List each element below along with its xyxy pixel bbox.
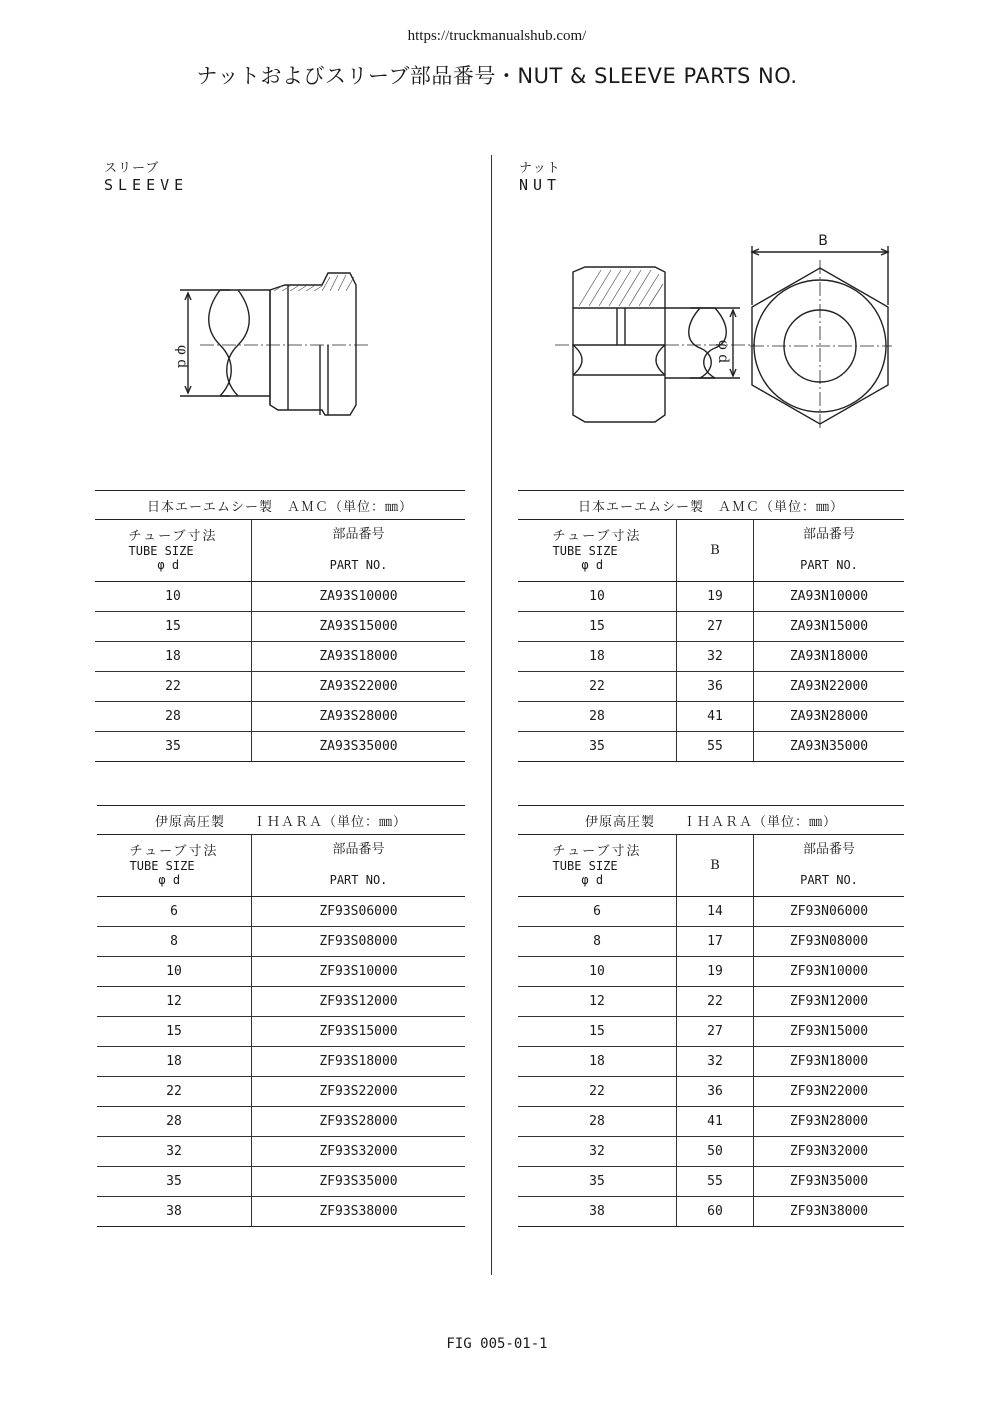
table-row: [518, 1107, 904, 1137]
table-row: [95, 612, 465, 642]
cell-part-no: ZF93N08000: [754, 927, 905, 957]
sleeve-dim-label: φ d: [174, 345, 190, 369]
cell-tube-size: 28: [95, 702, 252, 732]
cell-part-no: ZA93N28000: [754, 702, 905, 732]
table-row: [97, 1077, 465, 1107]
nut-heading: [519, 157, 561, 194]
sleeve-ihara-table: [97, 805, 465, 1227]
cell-tube-size: 35: [95, 732, 252, 762]
cell-b: 41: [677, 702, 754, 732]
table-row: [95, 732, 465, 762]
table-row: [97, 1017, 465, 1047]
cell-tube-size: 32: [97, 1137, 252, 1167]
cell-tube-size: 38: [518, 1197, 677, 1227]
sleeve-drawing: [160, 255, 380, 430]
cell-b: 36: [677, 1077, 754, 1107]
cell-part-no: ZF93S22000: [252, 1077, 466, 1107]
cell-b: 41: [677, 1107, 754, 1137]
table-row: [518, 1197, 904, 1227]
table-row: [95, 642, 465, 672]
cell-tube-size: 18: [518, 642, 677, 672]
header-part-no: 部品番号 PART NO.: [252, 835, 466, 897]
page-title: ナットおよびスリーブ部品番号・NUT & SLEEVE PARTS NO.: [196, 64, 798, 88]
cell-part-no: ZA93N22000: [754, 672, 905, 702]
header-tube-size: チューブ寸法 TUBE SIZE φ d: [95, 520, 252, 582]
cell-tube-size: 32: [518, 1137, 677, 1167]
cell-tube-size: 10: [518, 582, 677, 612]
center-divider: [491, 155, 492, 1275]
cell-b: 55: [677, 1167, 754, 1197]
cell-tube-size: 15: [518, 612, 677, 642]
cell-b: 50: [677, 1137, 754, 1167]
table-row: [518, 1137, 904, 1167]
table-row: [518, 987, 904, 1017]
cell-tube-size: 22: [518, 1077, 677, 1107]
cell-part-no: ZF93N10000: [754, 957, 905, 987]
table-row: [518, 732, 904, 762]
cell-tube-size: 22: [97, 1077, 252, 1107]
cell-b: 17: [677, 927, 754, 957]
sleeve-heading-jp: スリーブ: [104, 161, 160, 176]
cell-tube-size: 38: [97, 1197, 252, 1227]
nut-amc-table: [518, 490, 904, 762]
cell-tube-size: 28: [518, 1107, 677, 1137]
cell-tube-size: 8: [97, 927, 252, 957]
cell-b: 32: [677, 1047, 754, 1077]
table-row: [97, 1167, 465, 1197]
table-row: [97, 1047, 465, 1077]
cell-b: 19: [677, 582, 754, 612]
cell-b: 19: [677, 957, 754, 987]
header-tube-size: チューブ寸法 TUBE SIZE φ d: [518, 835, 677, 897]
cell-tube-size: 18: [97, 1047, 252, 1077]
cell-part-no: ZF93S15000: [252, 1017, 466, 1047]
cell-tube-size: 28: [518, 702, 677, 732]
cell-tube-size: 22: [95, 672, 252, 702]
cell-part-no: ZA93S10000: [252, 582, 466, 612]
cell-tube-size: 12: [97, 987, 252, 1017]
cell-part-no: ZA93S28000: [252, 702, 466, 732]
header-tube-size: チューブ寸法 TUBE SIZE φ d: [518, 520, 677, 582]
cell-tube-size: 18: [95, 642, 252, 672]
cell-b: 55: [677, 732, 754, 762]
table-row: [97, 987, 465, 1017]
table-row: [97, 1197, 465, 1227]
cell-part-no: ZA93N35000: [754, 732, 905, 762]
cell-b: 60: [677, 1197, 754, 1227]
header-part-no: 部品番号 PART NO.: [252, 520, 466, 582]
cell-tube-size: 22: [518, 672, 677, 702]
cell-b: 27: [677, 1017, 754, 1047]
cell-b: 27: [677, 612, 754, 642]
sleeve-amc-table: [95, 490, 465, 762]
cell-tube-size: 35: [518, 732, 677, 762]
cell-part-no: ZF93N32000: [754, 1137, 905, 1167]
table-row: [518, 927, 904, 957]
cell-tube-size: 10: [518, 957, 677, 987]
cell-tube-size: 8: [518, 927, 677, 957]
cell-part-no: ZA93N15000: [754, 612, 905, 642]
table-caption: 日本エーエムシー製 ＡＭＣ（単位：㎜）: [518, 491, 904, 520]
table-row: [518, 897, 904, 927]
table-row: [518, 642, 904, 672]
cell-tube-size: 6: [97, 897, 252, 927]
cell-tube-size: 12: [518, 987, 677, 1017]
cell-tube-size: 10: [95, 582, 252, 612]
table-row: [95, 582, 465, 612]
cell-b: 36: [677, 672, 754, 702]
table-row: [518, 957, 904, 987]
cell-tube-size: 18: [518, 1047, 677, 1077]
cell-b: 32: [677, 642, 754, 672]
table-row: [95, 702, 465, 732]
nut-ihara-table: [518, 805, 904, 1227]
cell-part-no: ZF93S18000: [252, 1047, 466, 1077]
table-row: [518, 672, 904, 702]
header-tube-size: チューブ寸法 TUBE SIZE φ d: [97, 835, 252, 897]
cell-part-no: ZA93N18000: [754, 642, 905, 672]
cell-part-no: ZF93N12000: [754, 987, 905, 1017]
cell-part-no: ZF93N18000: [754, 1047, 905, 1077]
nut-dim-b-label: B: [818, 233, 828, 249]
sleeve-heading-en: SLEEVE: [104, 176, 189, 194]
header-b: B: [677, 520, 754, 582]
nut-dim-label: φ d: [715, 340, 731, 364]
cell-tube-size: 10: [97, 957, 252, 987]
header-part-no: 部品番号 PART NO.: [754, 835, 905, 897]
cell-part-no: ZF93S35000: [252, 1167, 466, 1197]
cell-part-no: ZF93S08000: [252, 927, 466, 957]
table-row: [97, 1107, 465, 1137]
table-caption: 伊原高圧製 ＩＨＡＲＡ（単位：㎜）: [518, 806, 904, 835]
cell-part-no: ZF93N28000: [754, 1107, 905, 1137]
table-row: [518, 582, 904, 612]
nut-heading-jp: ナット: [519, 161, 561, 176]
table-caption: 日本エーエムシー製 ＡＭＣ（単位：㎜）: [95, 491, 465, 520]
cell-part-no: ZF93S06000: [252, 897, 466, 927]
table-row: [518, 1047, 904, 1077]
cell-part-no: ZF93S38000: [252, 1197, 466, 1227]
cell-part-no: ZF93N38000: [754, 1197, 905, 1227]
header-b: B: [677, 835, 754, 897]
cell-tube-size: 6: [518, 897, 677, 927]
cell-part-no: ZF93N35000: [754, 1167, 905, 1197]
cell-tube-size: 35: [97, 1167, 252, 1197]
table-row: [518, 612, 904, 642]
cell-tube-size: 15: [518, 1017, 677, 1047]
nut-drawing: [555, 230, 905, 430]
cell-tube-size: 15: [97, 1017, 252, 1047]
figure-number: FIG 005-01-1: [446, 1336, 548, 1352]
table-row: [518, 702, 904, 732]
table-row: [97, 1137, 465, 1167]
nut-heading-en: NUT: [519, 176, 562, 194]
cell-part-no: ZF93S12000: [252, 987, 466, 1017]
cell-part-no: ZF93S28000: [252, 1107, 466, 1137]
cell-part-no: ZF93N15000: [754, 1017, 905, 1047]
cell-tube-size: 15: [95, 612, 252, 642]
table-caption: 伊原高圧製 ＩＨＡＲＡ（単位：㎜）: [97, 806, 465, 835]
table-row: [97, 897, 465, 927]
source-url: https://truckmanualshub.com/: [407, 28, 587, 44]
cell-part-no: ZA93N10000: [754, 582, 905, 612]
table-row: [95, 672, 465, 702]
cell-part-no: ZA93S18000: [252, 642, 466, 672]
table-row: [97, 957, 465, 987]
cell-b: 22: [677, 987, 754, 1017]
cell-tube-size: 35: [518, 1167, 677, 1197]
cell-part-no: ZA93S35000: [252, 732, 466, 762]
cell-part-no: ZF93S10000: [252, 957, 466, 987]
cell-part-no: ZA93S22000: [252, 672, 466, 702]
cell-part-no: ZF93S32000: [252, 1137, 466, 1167]
cell-part-no: ZA93S15000: [252, 612, 466, 642]
sleeve-heading: [104, 157, 188, 194]
table-row: [518, 1077, 904, 1107]
cell-b: 14: [677, 897, 754, 927]
cell-part-no: ZF93N22000: [754, 1077, 905, 1107]
header-part-no: 部品番号 PART NO.: [754, 520, 905, 582]
cell-part-no: ZF93N06000: [754, 897, 905, 927]
table-row: [518, 1167, 904, 1197]
cell-tube-size: 28: [97, 1107, 252, 1137]
table-row: [97, 927, 465, 957]
table-row: [518, 1017, 904, 1047]
